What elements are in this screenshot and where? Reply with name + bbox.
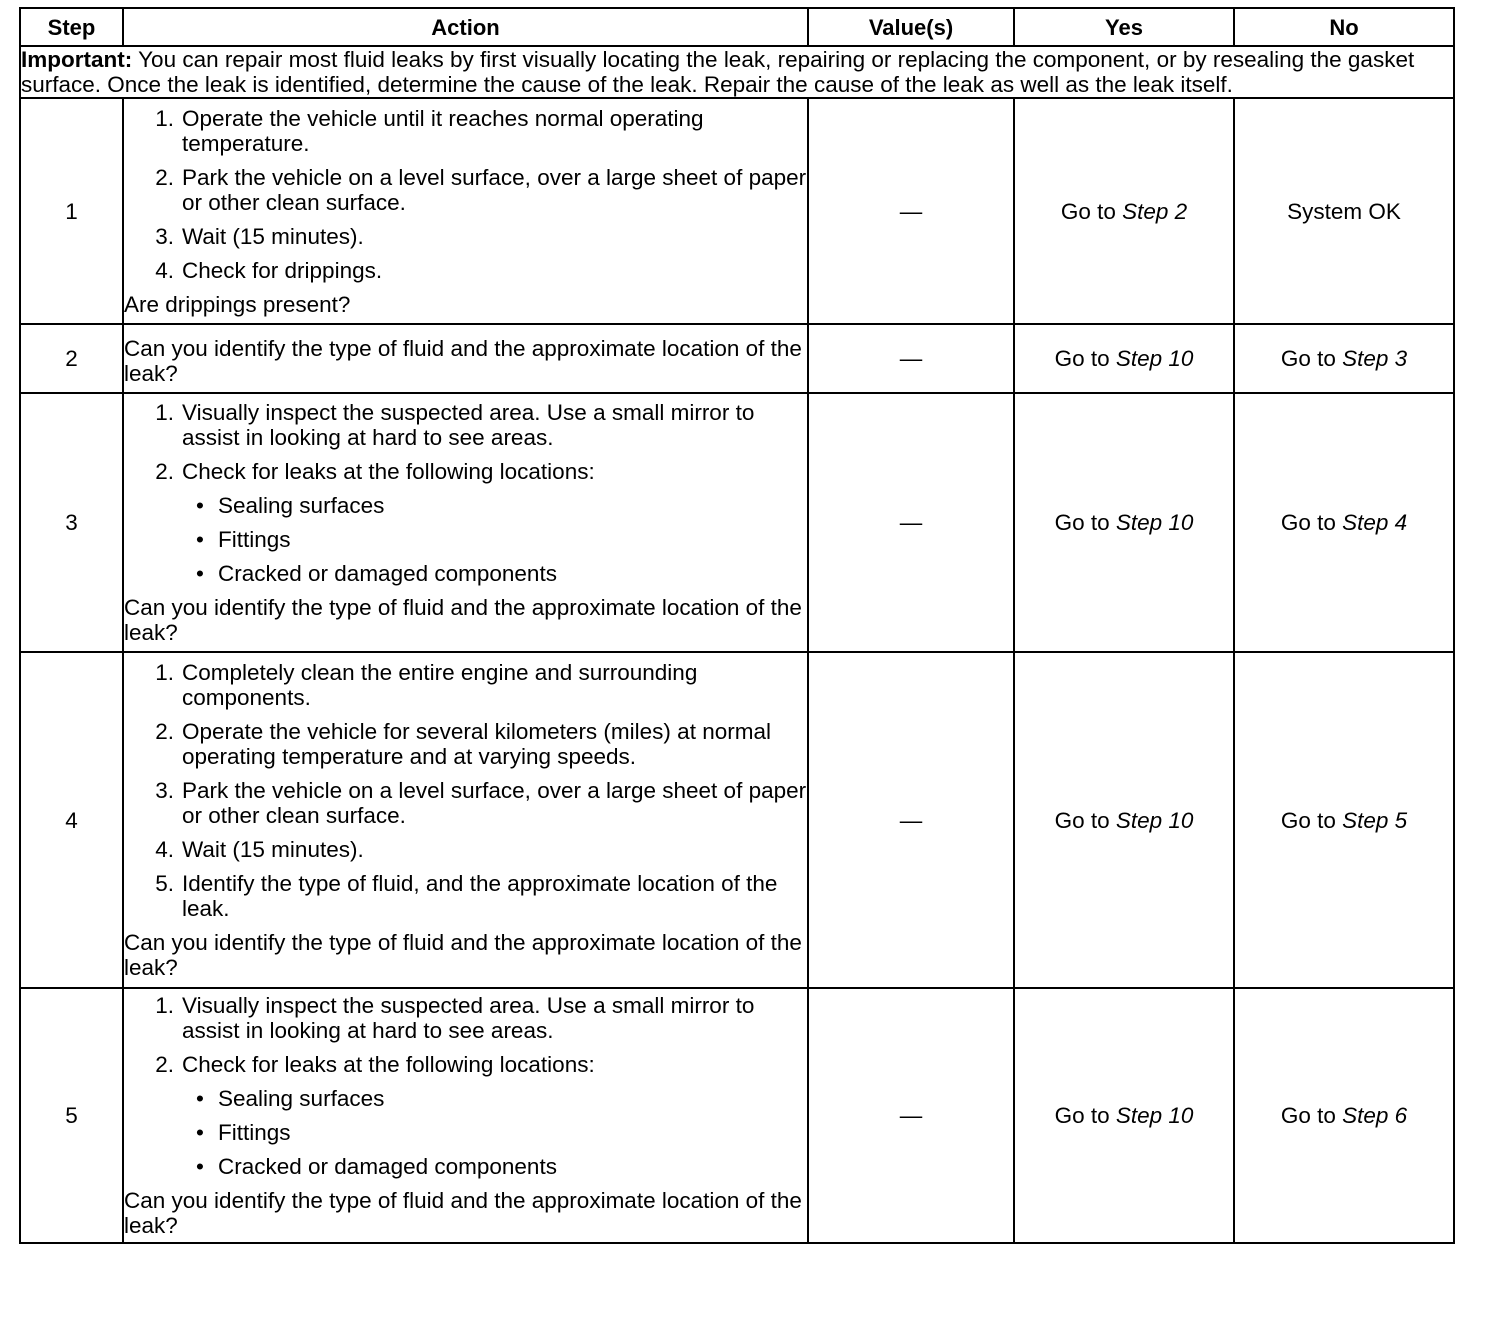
diagnostic-table <box>19 7 1455 1244</box>
header-row <box>20 8 1454 46</box>
list-item: 3. Park the vehicle on a level surface, over a large sheet of paper or other clean surface. <box>155 778 807 828</box>
action-cell <box>123 324 808 393</box>
list-item: 2. Operate the vehicle for several kilometers (miles) at normal operating temperature and at varying speeds. <box>155 719 771 769</box>
bullet-item: • Sealing surfaces <box>196 493 385 518</box>
table-row <box>20 652 1454 988</box>
value-cell: — <box>808 652 1014 988</box>
no-cell: Go to Step 3 <box>1234 324 1454 393</box>
step-number: 5 <box>20 988 123 1243</box>
no-cell: Go to Step 5 <box>1234 652 1454 988</box>
action-cell <box>123 652 808 988</box>
list-item: 2. Check for leaks at the following locations: <box>155 459 595 484</box>
yes-cell: Go to Step 2 <box>1014 98 1234 324</box>
important-row <box>20 46 1454 98</box>
action-cell <box>123 988 808 1243</box>
step-number: 1 <box>20 98 123 324</box>
bullet-item: • Fittings <box>196 527 291 552</box>
list-item: 1. Operate the vehicle until it reaches normal operating temperature. <box>155 105 704 156</box>
action-question: Can you identify the type of fluid and the approximate location of the leak? <box>124 595 802 645</box>
list-item: 1. Visually inspect the suspected area. Use a small mirror to assist in looking at hard to see areas. <box>155 400 755 450</box>
yes-cell: Go to Step 10 <box>1014 652 1234 988</box>
list-item: 1. Visually inspect the suspected area. Use a small mirror to assist in looking at hard to see areas. <box>155 993 755 1043</box>
header-step: Step <box>20 8 123 46</box>
important-note <box>20 46 1454 98</box>
header-yes: Yes <box>1014 8 1234 46</box>
important-label: Important: <box>21 47 133 72</box>
header-values: Value(s) <box>808 8 1014 46</box>
action-question: Can you identify the type of fluid and the approximate location of the leak? <box>124 335 802 386</box>
table-row <box>20 98 1454 324</box>
list-item: 5. Identify the type of fluid, and the approximate location of the leak. <box>155 871 778 921</box>
list-item: 1. Completely clean the entire engine and surrounding components. <box>155 660 698 710</box>
list-item: 4. Check for drippings. <box>155 257 383 283</box>
action-question: Are drippings present? <box>124 291 351 317</box>
no-cell: Go to Step 6 <box>1234 988 1454 1243</box>
step-number: 4 <box>20 652 123 988</box>
no-cell: Go to Step 4 <box>1234 393 1454 652</box>
list-item: 2. Check for leaks at the following locations: <box>155 1052 595 1077</box>
step-number: 3 <box>20 393 123 652</box>
action-question: Can you identify the type of fluid and the approximate location of the leak? <box>124 930 802 980</box>
action-cell <box>123 98 808 324</box>
bullet-item: • Cracked or damaged components <box>196 1154 557 1179</box>
action-question: Can you identify the type of fluid and the approximate location of the leak? <box>124 1188 802 1238</box>
bullet-item: • Cracked or damaged components <box>196 561 557 586</box>
list-item: 2. Park the vehicle on a level surface, over a large sheet of paper or other clean surface. <box>155 164 807 215</box>
list-item: 3. Wait (15 minutes). <box>155 223 364 249</box>
list-item: 4. Wait (15 minutes). <box>155 837 364 862</box>
table-row <box>20 988 1454 1243</box>
header-action: Action <box>123 8 808 46</box>
step-number: 2 <box>20 324 123 393</box>
table-row <box>20 393 1454 652</box>
important-text: You can repair most fluid leaks by first visually locating the leak, repairing or replacing the component, or by resealing the gasket surface. Once the leak is identified, determine the cause of the leak. Repair the cause of the leak as well as the leak itself. <box>21 47 1415 97</box>
bullet-item: • Fittings <box>196 1120 291 1145</box>
header-no: No <box>1234 8 1454 46</box>
value-cell: — <box>808 393 1014 652</box>
yes-cell: Go to Step 10 <box>1014 988 1234 1243</box>
value-cell: — <box>808 988 1014 1243</box>
yes-cell: Go to Step 10 <box>1014 324 1234 393</box>
yes-cell: Go to Step 10 <box>1014 393 1234 652</box>
value-cell: — <box>808 98 1014 324</box>
table-row <box>20 324 1454 393</box>
value-cell: — <box>808 324 1014 393</box>
action-cell <box>123 393 808 652</box>
no-cell: System OK <box>1234 98 1454 324</box>
bullet-item: • Sealing surfaces <box>196 1086 385 1111</box>
